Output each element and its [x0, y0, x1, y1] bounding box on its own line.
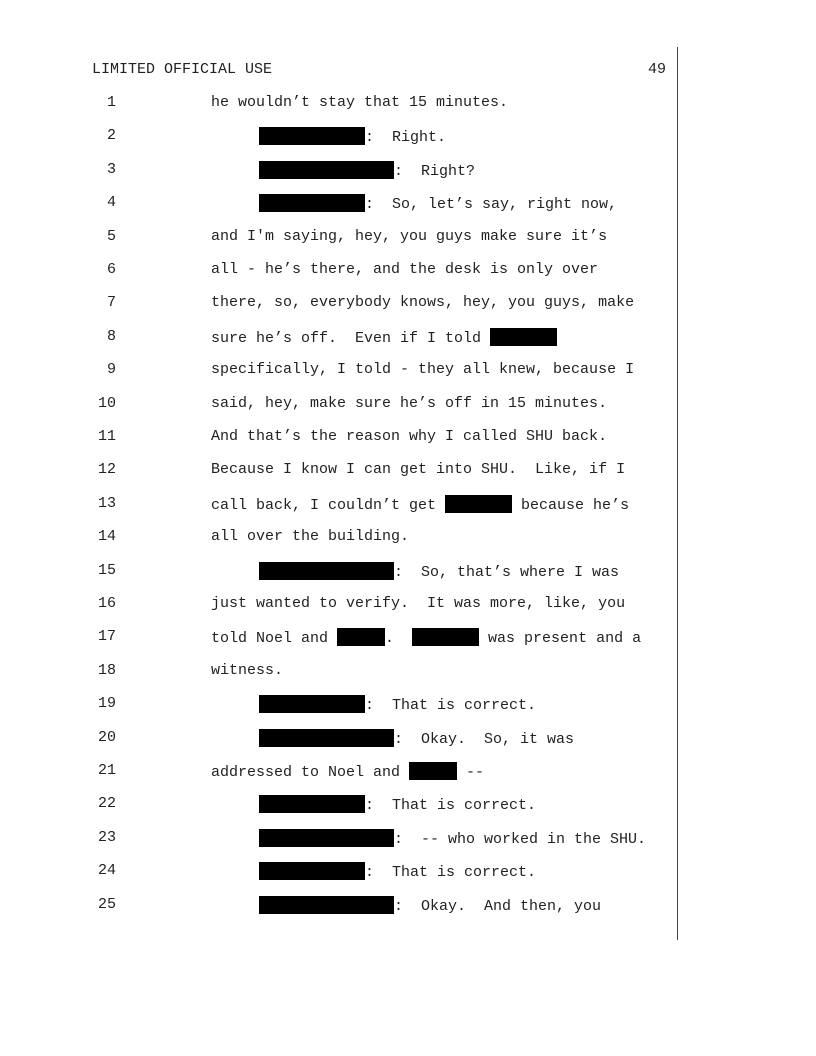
line-text: [259, 896, 601, 915]
transcript-line: [0, 862, 680, 882]
line-number: 10: [97, 395, 116, 412]
line-number: 6: [106, 261, 116, 278]
transcript-line: [0, 294, 680, 314]
text-segment: specifically, I told - they all knew, because I: [211, 361, 635, 378]
text-segment: told Noel and: [211, 630, 338, 647]
line-number: 16: [97, 595, 116, 612]
line-number: 11: [97, 428, 116, 445]
text-segment: said, hey, make sure he’s off in 15 minutes.: [211, 395, 608, 412]
line-text: [211, 395, 607, 412]
transcript-line: [0, 762, 680, 782]
text-segment: witness.: [211, 662, 284, 679]
redaction-block: [259, 695, 365, 713]
redaction-block: [490, 328, 557, 346]
page-number: 49: [648, 61, 667, 78]
line-text: [259, 729, 574, 748]
line-number: 15: [97, 562, 116, 579]
transcript-line: [0, 528, 680, 548]
line-text: [211, 461, 625, 478]
line-number: 2: [106, 127, 116, 144]
line-text: [211, 328, 557, 347]
redaction-block: [259, 896, 394, 914]
line-number: 8: [106, 328, 116, 345]
line-text: [259, 161, 475, 180]
line-text: [211, 294, 634, 311]
transcript-line: [0, 261, 680, 281]
text-segment: : So, that’s where I was: [394, 564, 620, 581]
line-text: [211, 762, 484, 781]
redaction-block: [337, 628, 385, 646]
text-segment: call back, I couldn’t get: [211, 497, 446, 514]
line-number: 13: [97, 495, 116, 512]
transcript-line: [0, 127, 680, 147]
line-text: [259, 795, 536, 814]
line-number: 14: [97, 528, 116, 545]
redaction-block: [259, 729, 394, 747]
redaction-block: [259, 795, 365, 813]
text-segment: : That is correct.: [365, 797, 537, 814]
line-text: [259, 829, 646, 848]
transcript-line: [0, 361, 680, 381]
text-segment: sure he’s off. Even if I told: [211, 330, 491, 347]
text-segment: addressed to Noel and: [211, 764, 410, 781]
transcript-line: [0, 395, 680, 415]
redaction-block: [259, 161, 394, 179]
line-text: [211, 528, 409, 545]
header-classification: LIMITED OFFICIAL USE: [92, 61, 273, 78]
transcript-line: [0, 495, 680, 515]
text-segment: just wanted to verify. It was more, like, you: [211, 595, 626, 612]
line-text: [259, 194, 617, 213]
text-segment: : Right.: [365, 129, 447, 146]
redaction-block: [259, 862, 365, 880]
transcript-line: [0, 628, 680, 648]
text-segment: all over the building.: [211, 528, 410, 545]
text-segment: : Okay. And then, you: [394, 898, 602, 915]
line-number: 3: [106, 161, 116, 178]
text-segment: And that’s the reason why I called SHU back.: [211, 428, 608, 445]
line-number: 18: [97, 662, 116, 679]
text-segment: : That is correct.: [365, 697, 537, 714]
redaction-block: [259, 562, 394, 580]
line-text: [211, 495, 629, 514]
text-segment: Because I know I can get into SHU. Like, if I: [211, 461, 626, 478]
line-text: [211, 94, 508, 111]
line-number: 23: [97, 829, 116, 846]
line-text: [211, 261, 598, 278]
line-number: 5: [106, 228, 116, 245]
transcript-line: [0, 328, 680, 348]
transcript-line: [0, 695, 680, 715]
transcript-line: [0, 461, 680, 481]
line-text: [211, 361, 634, 378]
line-number: 4: [106, 194, 116, 211]
redaction-block: [259, 194, 365, 212]
line-text: [211, 428, 607, 445]
text-segment: he wouldn’t stay that 15 minutes.: [211, 94, 509, 111]
redaction-block: [409, 762, 457, 780]
text-segment: there, so, everybody knows, hey, you guys, make: [211, 294, 635, 311]
transcript-line: [0, 428, 680, 448]
line-number: 22: [97, 795, 116, 812]
line-number: 25: [97, 896, 116, 913]
redaction-block: [412, 628, 479, 646]
text-segment: and I'm saying, hey, you guys make sure it’s: [211, 228, 608, 245]
text-segment: : Right?: [394, 163, 476, 180]
line-text: [211, 595, 625, 612]
line-text: [211, 628, 641, 647]
text-segment: : So, let’s say, right now,: [365, 196, 618, 213]
text-segment: .: [385, 630, 413, 647]
text-segment: was present and a: [479, 630, 642, 647]
transcript-line: [0, 829, 680, 849]
redaction-block: [259, 829, 394, 847]
text-segment: all - he’s there, and the desk is only over: [211, 261, 599, 278]
line-text: [211, 662, 283, 679]
line-text: [259, 127, 446, 146]
line-text: [259, 695, 536, 714]
line-number: 9: [106, 361, 116, 378]
text-segment: because he’s: [512, 497, 630, 514]
line-number: 17: [97, 628, 116, 645]
redaction-block: [445, 495, 512, 513]
line-number: 7: [106, 294, 116, 311]
redaction-block: [259, 127, 365, 145]
transcript-line: [0, 662, 680, 682]
text-segment: : That is correct.: [365, 864, 537, 881]
text-segment: --: [457, 764, 485, 781]
transcript-line: [0, 161, 680, 181]
line-text: [211, 228, 607, 245]
text-segment: : -- who worked in the SHU.: [394, 831, 647, 848]
line-number: 21: [97, 762, 116, 779]
transcript-line: [0, 94, 680, 114]
text-segment: : Okay. So, it was: [394, 731, 575, 748]
line-text: [259, 862, 536, 881]
transcript-line: [0, 896, 680, 916]
transcript-line: [0, 228, 680, 248]
line-text: [259, 562, 619, 581]
line-number: 19: [97, 695, 116, 712]
transcript-line: [0, 795, 680, 815]
transcript-line: [0, 562, 680, 582]
transcript-line: [0, 194, 680, 214]
transcript-line: [0, 729, 680, 749]
line-number: 12: [97, 461, 116, 478]
line-number: 1: [106, 94, 116, 111]
line-number: 20: [97, 729, 116, 746]
transcript-line: [0, 595, 680, 615]
line-number: 24: [97, 862, 116, 879]
